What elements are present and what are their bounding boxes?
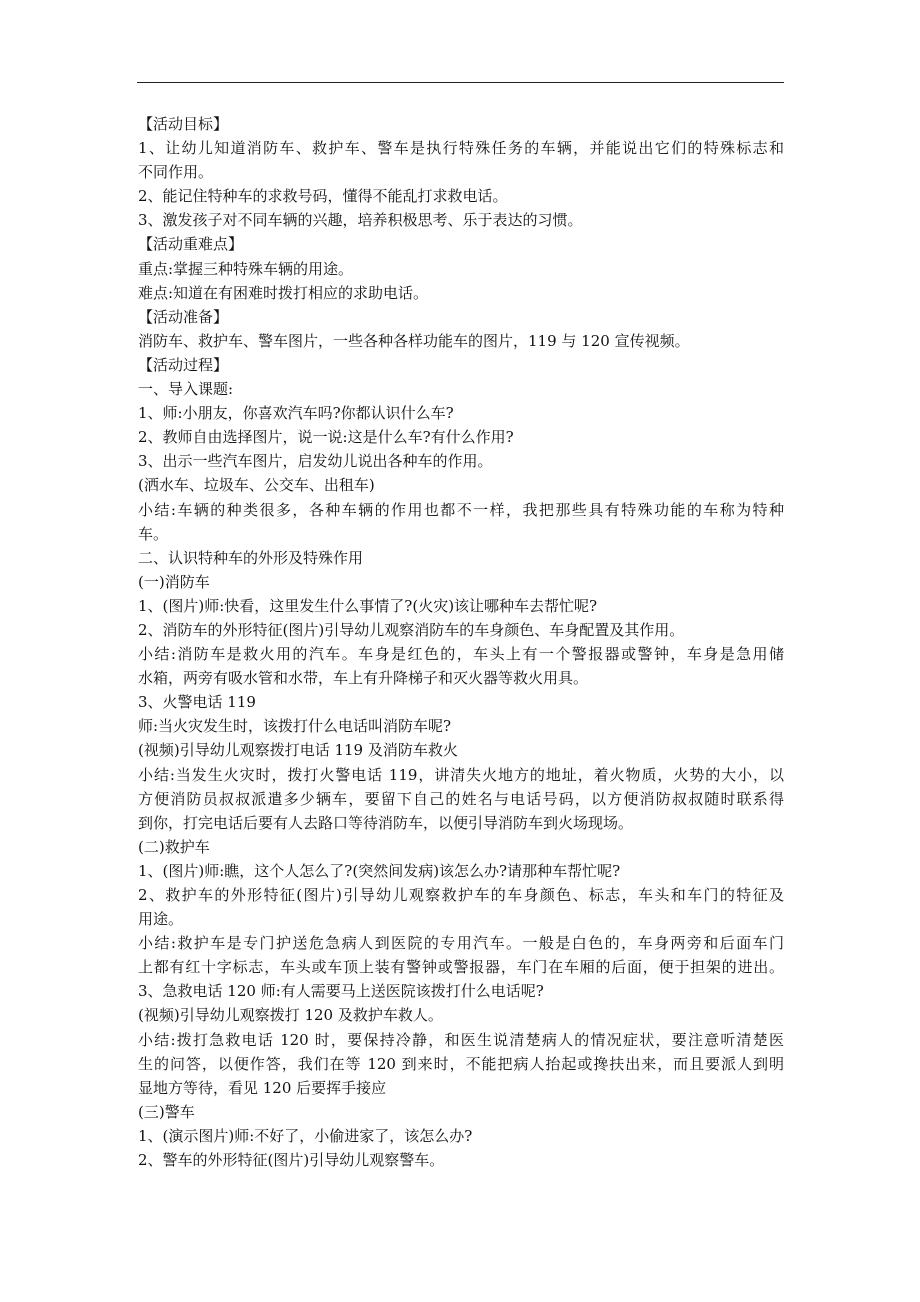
- text-line: 师:当火灾发生时，该拨打什么电话叫消防车呢?: [138, 717, 452, 736]
- text-line: 用途。: [138, 910, 184, 929]
- text-line: 2、教师自由选择图片，说一说:这是什么车?有什么作用?: [138, 428, 514, 447]
- text-line: 车。: [138, 524, 169, 543]
- text-line: 2、能记住特种车的求救号码，懂得不能乱打求救电话。: [138, 187, 508, 206]
- text-line: 小结:当发生火灾时，拨打火警电话 119，讲清失火地方的地址，着火物质，火势的大小，以: [138, 765, 784, 784]
- text-line: (视频)引导幼儿观察拨打电话 119 及消防车救火: [138, 741, 458, 760]
- text-line: (一)消防车: [138, 572, 210, 591]
- text-line: 上都有红十字标志，车头或车顶上装有警钟或警报器，车门在车厢的后面，便于担架的进出。: [138, 958, 784, 977]
- text-line: 1、(图片)师:快看，这里发生什么事情了?(火灾)该让哪种车去帮忙呢?: [138, 596, 598, 615]
- header-rule: [137, 82, 784, 83]
- document-body: [138, 112, 784, 1172]
- text-line: 3、出示一些汽车图片，启发幼儿说出各种车的作用。: [138, 452, 493, 471]
- text-line: 二、认识特种车的外形及特殊作用: [138, 548, 364, 567]
- text-line: 一、导入课题:: [138, 380, 234, 399]
- text-line: 不同作用。: [138, 163, 214, 182]
- text-line: 1、(演示图片)师:不好了，小偷进家了，该怎么办?: [138, 1126, 473, 1145]
- text-line: (洒水车、垃圾车、公交车、出租车): [138, 476, 375, 495]
- text-line: 重点:掌握三种特殊车辆的用途。: [138, 259, 354, 278]
- text-line: (二)救护车: [138, 837, 210, 856]
- text-line: 1、(图片)师:瞧，这个人怎么了?(突然间发病)该怎么办?请那种车帮忙呢?: [138, 861, 621, 880]
- text-line: (三)警车: [138, 1102, 195, 1121]
- text-line: 生的问答，以便作答，我们在等 120 到来时，不能把病人抬起或搀扶出来，而且要派人到明: [138, 1054, 784, 1073]
- text-line: 3、激发孩子对不同车辆的兴趣，培养积极思考、乐于表达的习惯。: [138, 211, 583, 230]
- text-line: 1、师:小朋友，你喜欢汽车吗?你都认识什么车?: [138, 404, 454, 423]
- text-line: 2、消防车的外形特征(图片)引导幼儿观察消防车的车身颜色、车身配置及其作用。: [138, 620, 685, 639]
- text-line: 2、警车的外形特征(图片)引导幼儿观察警车。: [138, 1151, 445, 1170]
- text-line: 水箱，两旁有吸水管和水带，车上有升降梯子和灭火器等救火用具。: [138, 669, 589, 688]
- text-line: 显地方等待，看见 120 后要挥手接应: [138, 1078, 387, 1097]
- text-line: 难点:知道在有困难时拨打相应的求助电话。: [138, 283, 429, 302]
- section-heading: 【活动重难点】: [138, 235, 244, 254]
- text-line: 小结:拨打急救电话 120 时，要保持冷静，和医生说清楚病人的情况症状，要注意听清楚医: [138, 1030, 784, 1049]
- text-line: 3、火警电话 119: [138, 693, 256, 712]
- text-line: 小结:消防车是救火用的汽车。车身是红色的，车头上有一个警报器或警钟，车身是急用储: [138, 645, 784, 664]
- section-heading: 【活动目标】: [138, 115, 229, 133]
- text-line: 2、救护车的外形特征(图片)引导幼儿观察救护车的车身颜色、标志，车头和车门的特征及: [138, 886, 784, 904]
- text-line: 小结:救护车是专门护送危急病人到医院的专用汽车。一般是白色的，车身两旁和后面车门: [138, 934, 784, 953]
- text-line: 方便消防员叔叔派遣多少辆车，要留下自己的姓名与电话号码，以方便消防叔叔随时联系得: [138, 789, 784, 808]
- text-line: 1、让幼儿知道消防车、救护车、警车是执行特殊任务的车辆，并能说出它们的特殊标志和: [138, 139, 784, 158]
- text-line: 消防车、救护车、警车图片，一些各种各样功能车的图片，119 与 120 宣传视频。: [138, 331, 690, 350]
- section-heading: 【活动准备】: [138, 307, 229, 326]
- text-line: 到你，打完电话后要有人去路口等待消防车，以便引导消防车到火场现场。: [138, 813, 634, 832]
- text-line: (视频)引导幼儿观察拨打 120 及救护车救人。: [138, 1006, 443, 1025]
- text-line: 小结:车辆的种类很多，各种车辆的作用也都不一样，我把那些具有特殊功能的车称为特种: [138, 500, 784, 519]
- text-line: 3、急救电话 120 师:有人需要马上送医院该拨打什么电话呢?: [138, 982, 544, 1001]
- section-heading: 【活动过程】: [138, 355, 229, 374]
